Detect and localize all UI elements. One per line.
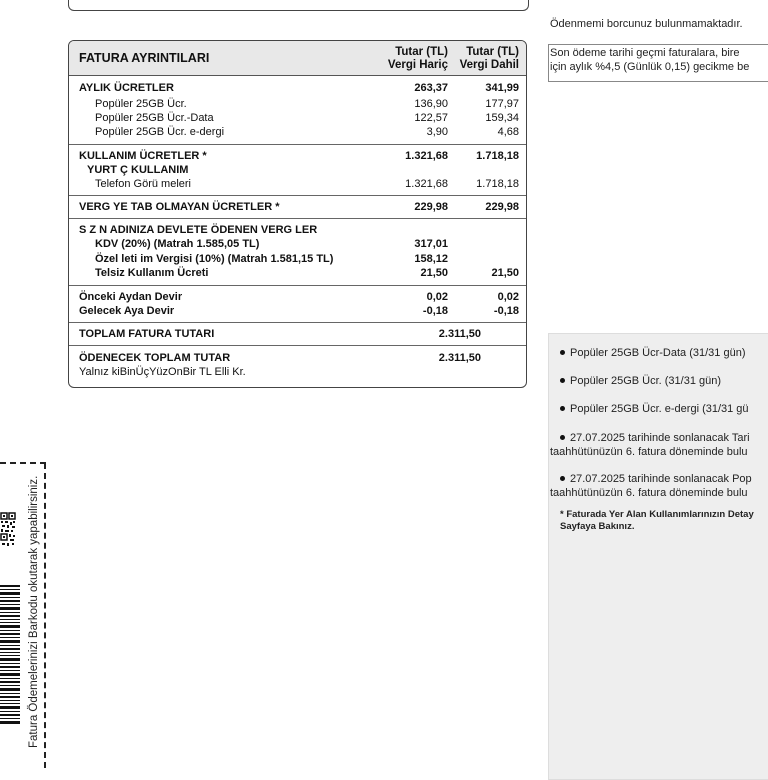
col-incl-line2: Vergi Dahil — [459, 59, 519, 71]
phone-calls-label: Telefon Görü meleri — [95, 178, 191, 190]
commitment-item — [560, 432, 750, 444]
oiv-row — [69, 252, 526, 266]
amount-in-words-row — [69, 365, 526, 379]
commitment-line2-wrap — [550, 487, 748, 499]
late-fee-line2: için aylık %4,5 (Günlük 0,15) gecikme be — [550, 61, 750, 73]
total-invoice-label: TOPLAM FATURA TUTARI — [79, 328, 215, 340]
item-label: Popüler 25GB Ücr. — [95, 98, 187, 110]
telsiz-incl: 21,50 — [491, 267, 519, 279]
usage-fees-excl: 1.321,68 — [405, 150, 448, 162]
domestic-usage-row — [69, 163, 526, 177]
non-taxable-incl: 229,98 — [485, 201, 519, 213]
commitment-line1: 27.07.2025 tarihinde sonlanacak Tari — [570, 432, 750, 444]
phone-calls-excl: 1.321,68 — [405, 178, 448, 190]
kdv-row — [69, 237, 526, 251]
commitment-line2: taahhütünüzün 6. fatura döneminde bulu — [550, 446, 748, 458]
divider — [69, 285, 526, 286]
usage-fees-row — [69, 149, 526, 163]
telsiz-label: Telsiz Kullanım Ücreti — [95, 267, 209, 279]
item-label: Popüler 25GB Ücr. e-dergi — [95, 126, 225, 138]
non-taxable-excl: 229,98 — [414, 201, 448, 213]
divider — [69, 322, 526, 323]
invoice-table-header — [69, 41, 526, 76]
next-carry-incl: -0,18 — [493, 305, 519, 317]
package-item-label: Popüler 25GB Ücr. e-dergi (31/31 gü — [570, 403, 749, 415]
payable-total-value: 2.311,50 — [438, 352, 481, 364]
item-excl: 122,57 — [414, 112, 448, 124]
prev-carry-label: Önceki Aydan Devir — [79, 291, 183, 303]
cut-line-horizontal — [0, 462, 46, 464]
item-incl: 159,34 — [485, 112, 519, 124]
item-label: Popüler 25GB Ücr.-Data — [95, 112, 214, 124]
list-item — [560, 347, 745, 359]
divider — [69, 195, 526, 196]
divider — [69, 345, 526, 346]
col-incl-tax-header — [460, 46, 519, 72]
domestic-usage-label: YURT Ç KULLANIM — [87, 164, 189, 176]
kdv-value: 317,01 — [414, 238, 448, 250]
phone-calls-incl: 1.718,18 — [476, 178, 519, 190]
monthly-fees-excl: 263,37 — [414, 82, 448, 94]
monthly-fees-label: AYLIK ÜCRETLER — [79, 82, 174, 94]
cut-line-vertical — [44, 463, 46, 768]
barcode-instruction-text: Fatura Ödemelerinizi Barkodu okutarak yapabilirsiniz. — [28, 475, 40, 748]
prev-carry-excl: 0,02 — [426, 291, 448, 303]
table-row — [69, 111, 526, 125]
usage-detail-note-line1: * Faturada Yer Alan Kullanımlarınızın Detay — [560, 509, 754, 520]
barcode-icon — [0, 585, 20, 725]
taxes-header-row — [69, 223, 526, 237]
kdv-label: KDV (20%) (Matrah 1.585,05 TL) — [95, 238, 260, 250]
divider — [69, 218, 526, 219]
bullet-icon — [560, 406, 565, 411]
commitment-line2: taahhütünüzün 6. fatura döneminde bulu — [550, 487, 748, 499]
oiv-label: Özel leti im Vergisi (10%) (Matrah 1.581,15 TL) — [95, 253, 334, 265]
package-item-label: Popüler 25GB Ücr-Data (31/31 gün) — [570, 347, 746, 359]
list-item — [560, 403, 749, 415]
list-item — [560, 375, 721, 387]
item-incl: 4,68 — [497, 126, 519, 138]
item-excl: 3,90 — [426, 126, 448, 138]
amount-in-words: Yalnız kiBinÜçYüzOnBir TL Elli Kr. — [79, 366, 246, 378]
divider — [69, 144, 526, 145]
col-excl-line2: Vergi Hariç — [387, 59, 448, 71]
invoice-details-table — [68, 40, 527, 388]
col-incl-line1: Tutar (TL) — [466, 46, 519, 58]
invoice-title: FATURA AYRINTILARI — [79, 51, 210, 65]
item-excl: 136,90 — [414, 98, 448, 110]
non-taxable-row — [69, 200, 526, 214]
telsiz-excl: 21,50 — [420, 267, 448, 279]
commitment-item — [560, 473, 752, 485]
next-month-carry-row — [69, 304, 526, 318]
prev-carry-incl: 0,02 — [497, 291, 519, 303]
bullet-icon — [560, 350, 565, 355]
item-incl: 177,97 — [485, 98, 519, 110]
commitment-line1: 27.07.2025 tarihinde sonlanacak Pop — [570, 473, 752, 485]
total-invoice-row — [69, 327, 526, 341]
table-row — [69, 97, 526, 111]
previous-due-box — [68, 0, 529, 11]
payable-total-label: ÖDENECEK TOPLAM TUTAR — [79, 352, 231, 364]
table-row — [69, 177, 526, 191]
package-info-panel — [548, 333, 768, 780]
table-row — [69, 125, 526, 139]
usage-detail-note-line2: Sayfaya Bakınız. — [560, 521, 635, 532]
non-taxable-label: VERG YE TAB OLMAYAN ÜCRETLER * — [79, 201, 280, 213]
package-item-label: Popüler 25GB Ücr. (31/31 gün) — [570, 375, 722, 387]
debt-status-text: Ödenmemi borcunuz bulunmamaktadır. — [550, 18, 743, 30]
col-excl-tax-header — [388, 46, 448, 72]
col-excl-line1: Tutar (TL) — [395, 46, 448, 58]
telsiz-row — [69, 266, 526, 280]
late-fee-line1: Son ödeme tarihi geçmi faturalara, bire — [550, 47, 740, 59]
payable-total-row — [69, 351, 526, 365]
qr-code-icon — [0, 512, 16, 548]
commitment-line2-wrap — [550, 446, 748, 458]
monthly-fees-incl: 341,99 — [485, 82, 519, 94]
bullet-icon — [560, 378, 565, 383]
prev-month-carry-row — [69, 290, 526, 304]
usage-fees-incl: 1.718,18 — [476, 150, 519, 162]
monthly-fees-row — [69, 81, 526, 95]
bullet-icon — [560, 476, 565, 481]
next-carry-excl: -0,18 — [422, 305, 448, 317]
next-carry-label: Gelecek Aya Devir — [79, 305, 175, 317]
bullet-icon — [560, 435, 565, 440]
total-invoice-value: 2.311,50 — [438, 328, 481, 340]
taxes-label: S Z N ADINIZA DEVLETE ÖDENEN VERG LER — [79, 224, 318, 236]
oiv-value: 158,12 — [414, 253, 448, 265]
usage-fees-label: KULLANIM ÜCRETLER * — [79, 150, 207, 162]
